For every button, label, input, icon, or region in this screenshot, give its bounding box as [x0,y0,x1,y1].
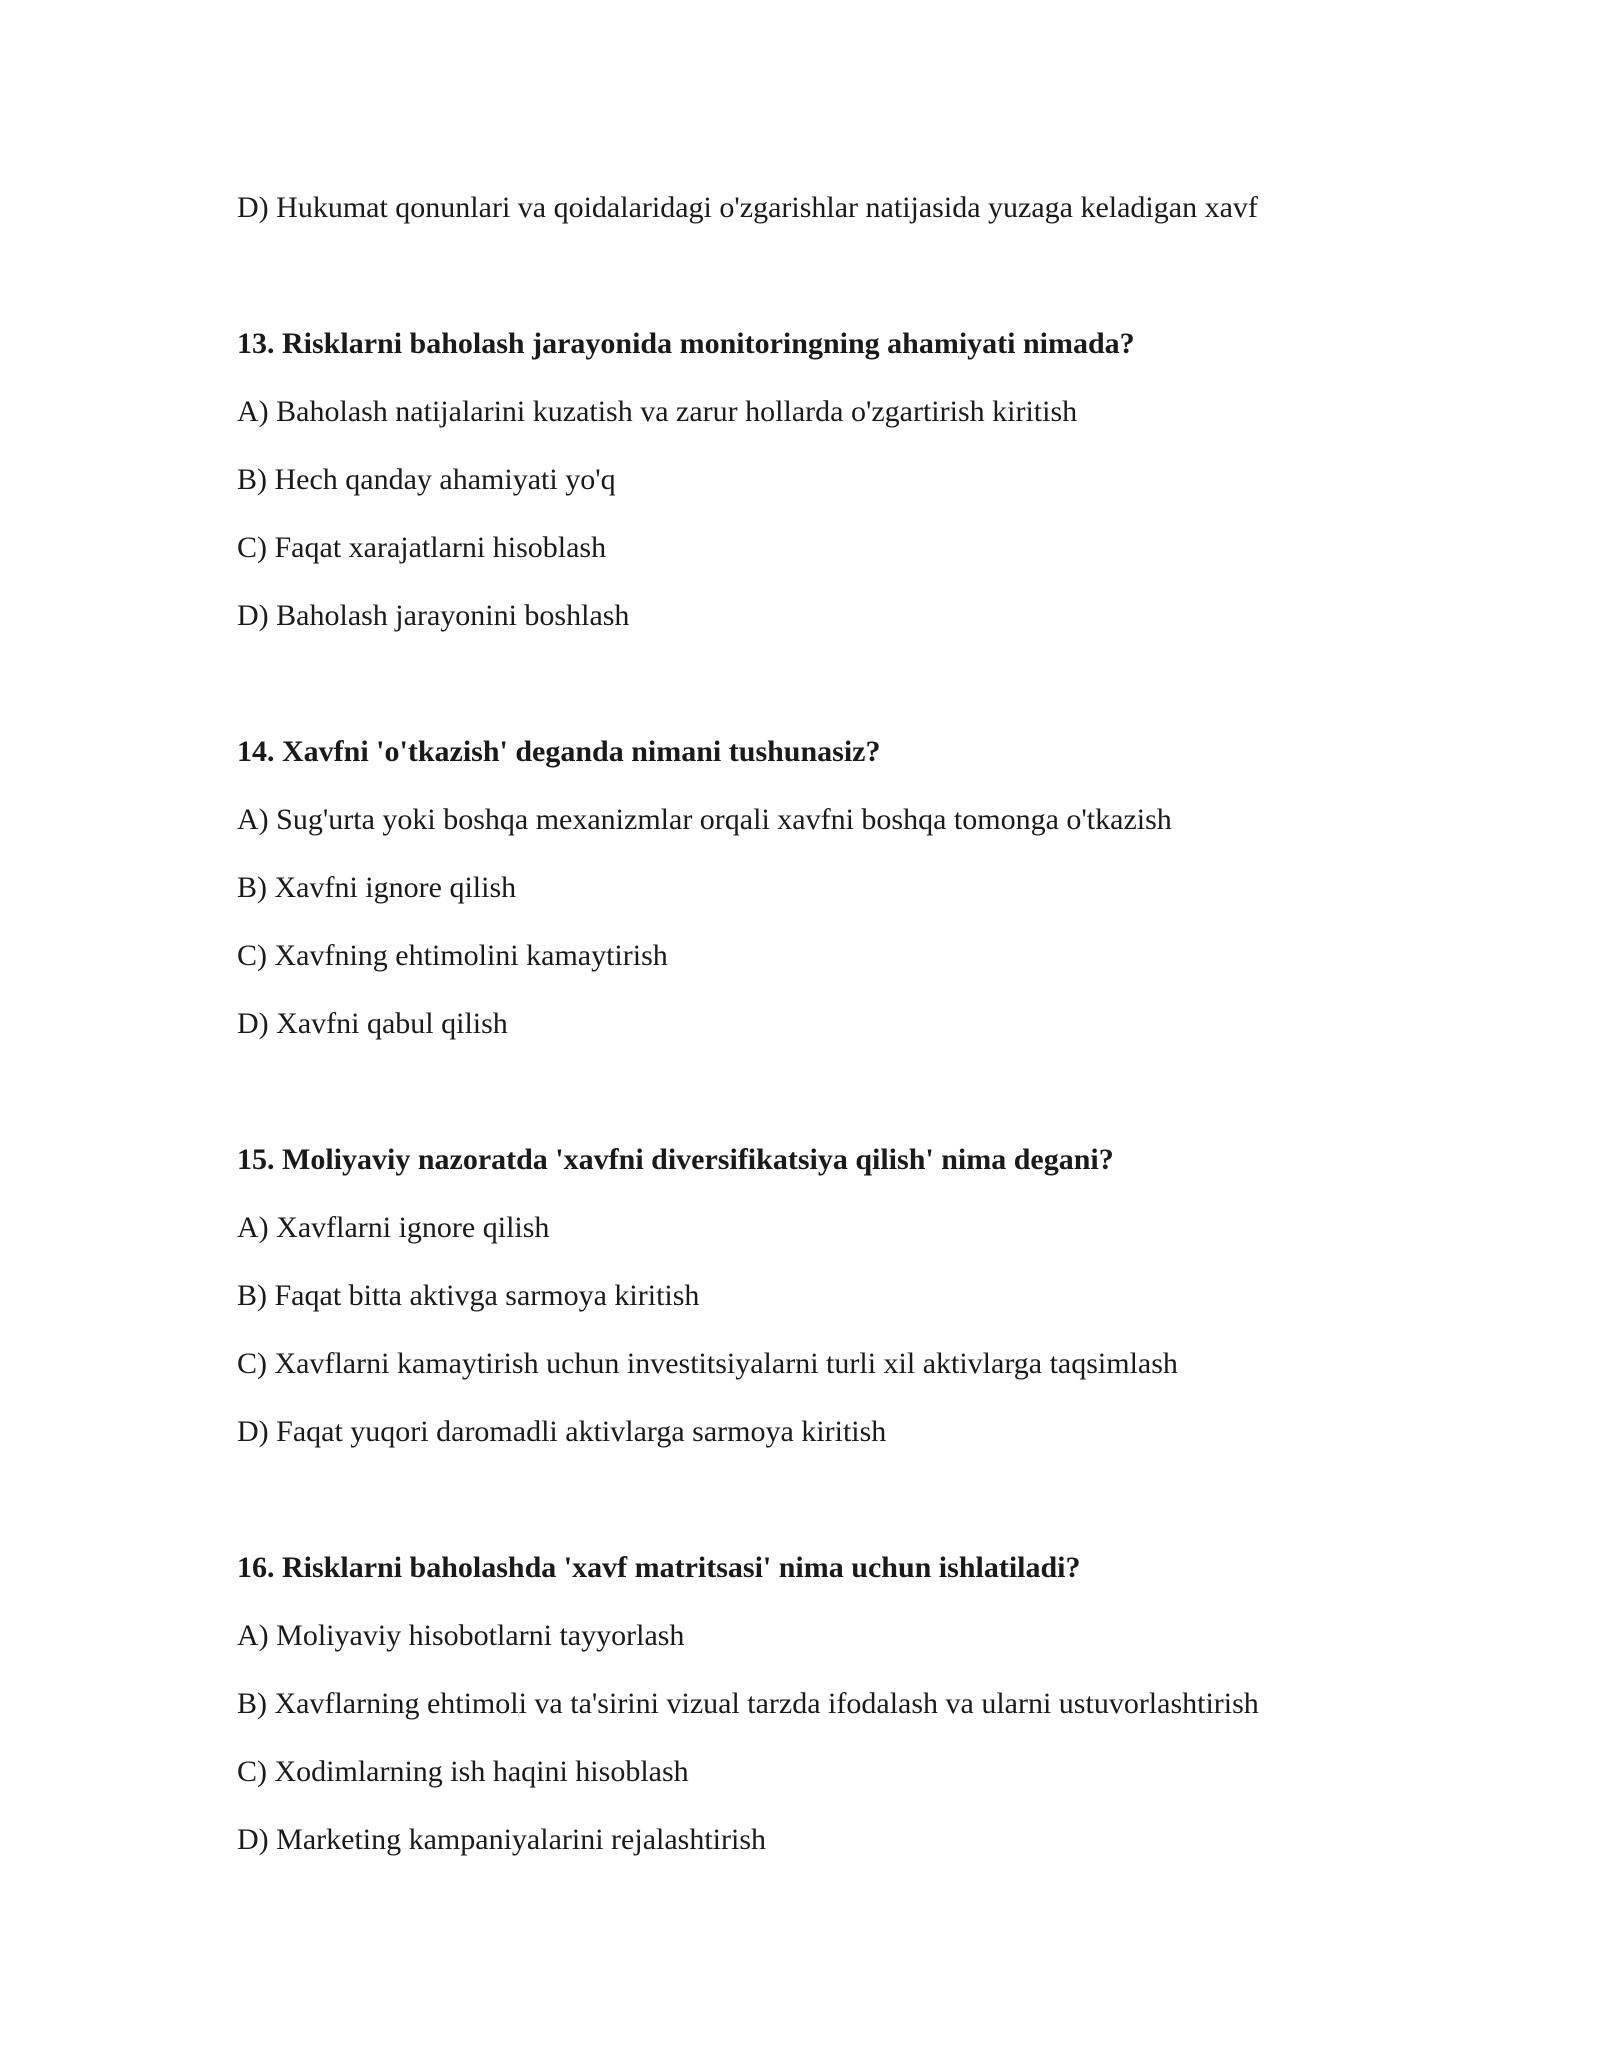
question-14-text: 14. Xavfni 'o'tkazish' deganda nimani tushunasiz? [237,735,881,768]
question-16-text: 16. Risklarni baholashda 'xavf matritsasi' nima uchun ishlatiladi? [237,1551,1081,1584]
question-13-block [237,324,1417,664]
option-d-previous: D) Hukumat qonunlari va qoidalaridagi o'zgarishlar natijasida yuzaga keladigan xavf [237,191,1258,224]
question-13-option-c: C) Faqat xarajatlarni hisoblash [237,531,607,564]
question-15-option-c: C) Xavflarni kamaytirish uchun investitsiyalarni turli xil aktivlarga taqsimlash [237,1347,1178,1380]
question-14-block [237,732,1417,1072]
question-15-block [237,1140,1417,1480]
question-16-option-c: C) Xodimlarning ish haqini hisoblash [237,1755,689,1788]
question-14-option-b: B) Xavfni ignore qilish [237,871,517,904]
question-14-option-c: C) Xavfning ehtimolini kamaytirish [237,939,668,972]
question-15-option-d: D) Faqat yuqori daromadli aktivlarga sarmoya kiritish [237,1415,887,1448]
question-14-option-d: D) Xavfni qabul qilish [237,1007,508,1040]
question-15-option-a: A) Xavflarni ignore qilish [237,1211,550,1244]
question-13-option-d: D) Baholash jarayonini boshlash [237,599,630,632]
question-16-option-d: D) Marketing kampaniyalarini rejalashtirish [237,1823,766,1856]
question-13-option-b: B) Hech qanday ahamiyati yo'q [237,463,616,496]
document-content [237,188,1417,1888]
question-15-option-b: B) Faqat bitta aktivga sarmoya kiritish [237,1279,700,1312]
question-16-option-a: A) Moliyaviy hisobotlarni tayyorlash [237,1619,685,1652]
question-14-option-a: A) Sug'urta yoki boshqa mexanizmlar orqali xavfni boshqa tomonga o'tkazish [237,803,1172,836]
question-16-block [237,1548,1417,1888]
question-15-text: 15. Moliyaviy nazoratda 'xavfni diversifikatsiya qilish' nima degani? [237,1143,1114,1176]
question-13-text: 13. Risklarni baholash jarayonida monitoringning ahamiyati nimada? [237,327,1135,360]
question-13-option-a: A) Baholash natijalarini kuzatish va zarur hollarda o'zgartirish kiritish [237,395,1078,428]
question-16-option-b: B) Xavflarning ehtimoli va ta'sirini vizual tarzda ifodalash va ularni ustuvorlashtirish [237,1687,1259,1720]
